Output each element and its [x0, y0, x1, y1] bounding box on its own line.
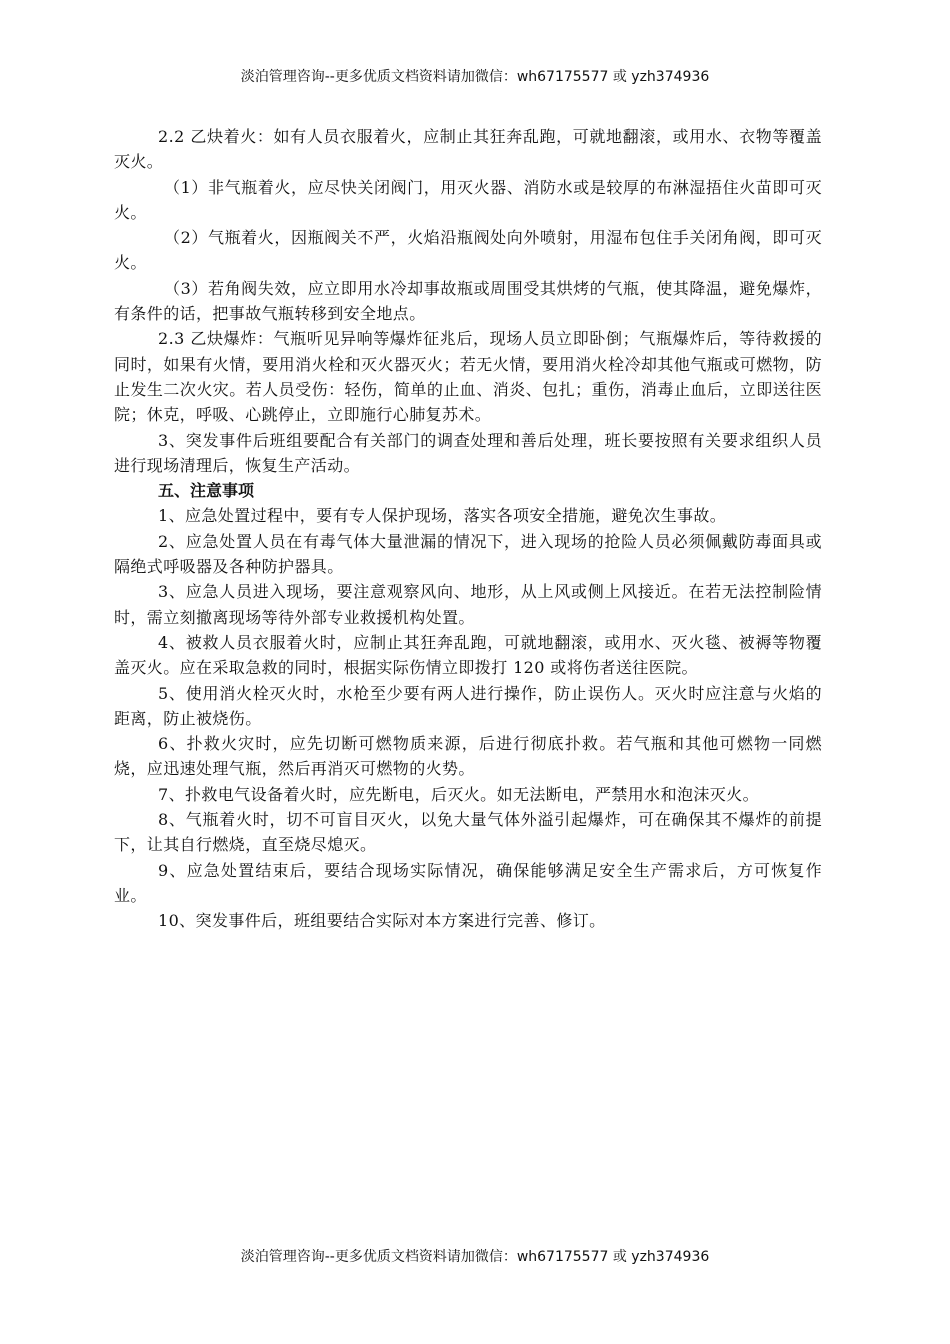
paragraph-2-3: 2.3 乙炔爆炸：气瓶听见异响等爆炸征兆后，现场人员立即卧倒；气瓶爆炸后，等待救援的同时，如果有火情，要用消火栓和灭火器灭火；若无火情，要用消火栓冷却其他气瓶或可燃物，防止发生二次火灾。若人员受伤：轻伤，简单的止血、消炎、包扎；重伤，消毒止血后，立即送往医院；休克，呼吸、心跳停止，立即施行心肺复苏术。 — [114, 329, 822, 425]
paragraph-sub-1: （1）非气瓶着火，应尽快关闭阀门，用灭火器、消防水或是较厚的布淋湿捂住火苗即可灭火。 — [114, 177, 822, 222]
page-footer: 淡泊管理咨询--更多优质文档资料请加微信：wh67175577 或 yzh374936 — [240, 1249, 710, 1265]
note-item: 8、气瓶着火时，切不可盲目灭火，以免大量气体外溢引起爆炸，可在确保其不爆炸的前提下，让其自行燃烧，直至烧尽熄灭。 — [114, 810, 822, 855]
note-item: 10、突发事件后，班组要结合实际对本方案进行完善、修订。 — [158, 911, 606, 931]
document-body — [114, 124, 822, 934]
note-item: 7、扑救电气设备着火时，应先断电，后灭火。如无法断电，严禁用水和泡沫灭火。 — [158, 784, 759, 804]
note-item: 5、使用消火栓灭火时，水枪至少要有两人进行操作，防止误伤人。灭火时应注意与火焰的距离，防止被烧伤。 — [114, 683, 822, 728]
page-header: 淡泊管理咨询--更多优质文档资料请加微信：wh67175577 或 yzh374936 — [240, 69, 710, 85]
note-item: 2、应急处置人员在有毒气体大量泄漏的情况下，进入现场的抢险人员必须佩戴防毒面具或隔绝式呼吸器及各种防护器具。 — [114, 531, 822, 577]
paragraph-3: 3、突发事件后班组要配合有关部门的调查处理和善后处理，班长要按照有关要求组织人员进行现场清理后，恢复生产活动。 — [114, 430, 822, 475]
paragraph-sub-3: （3）若角阀失效，应立即用水冷却事故瓶或周围受其烘烤的气瓶，使其降温，避免爆炸，有条件的话，把事故气瓶转移到安全地点。 — [114, 278, 822, 324]
paragraph-sub-2: （2）气瓶着火，因瓶阀关不严，火焰沿瓶阀处向外喷射，用湿布包住手关闭角阀，即可灭火。 — [114, 228, 822, 273]
note-item: 9、应急处置结束后，要结合现场实际情况，确保能够满足安全生产需求后，方可恢复作业。 — [114, 860, 822, 905]
note-item: 1、应急处置过程中，要有专人保护现场，落实各项安全措施，避免次生事故。 — [158, 506, 727, 526]
section-title: 五、注意事项 — [158, 481, 255, 501]
note-item: 6、扑救火灾时，应先切断可燃物质来源，后进行彻底扑救。若气瓶和其他可燃物一同燃烧，应迅速处理气瓶，然后再消灭可燃物的火势。 — [114, 734, 822, 779]
paragraph-2-2: 2.2 乙炔着火：如有人员衣服着火，应制止其狂奔乱跑，可就地翻滚，或用水、衣物等覆盖灭火。 — [114, 127, 822, 172]
note-item: 4、被救人员衣服着火时，应制止其狂奔乱跑，可就地翻滚，或用水、灭火毯、被褥等物覆盖灭火。应在采取急救的同时，根据实际伤情立即拨打 120 或将伤者送往医院。 — [114, 632, 822, 678]
note-item: 3、应急人员进入现场，要注意观察风向、地形，从上风或侧上风接近。在若无法控制险情时，需立刻撤离现场等待外部专业救援机构处置。 — [114, 582, 822, 627]
